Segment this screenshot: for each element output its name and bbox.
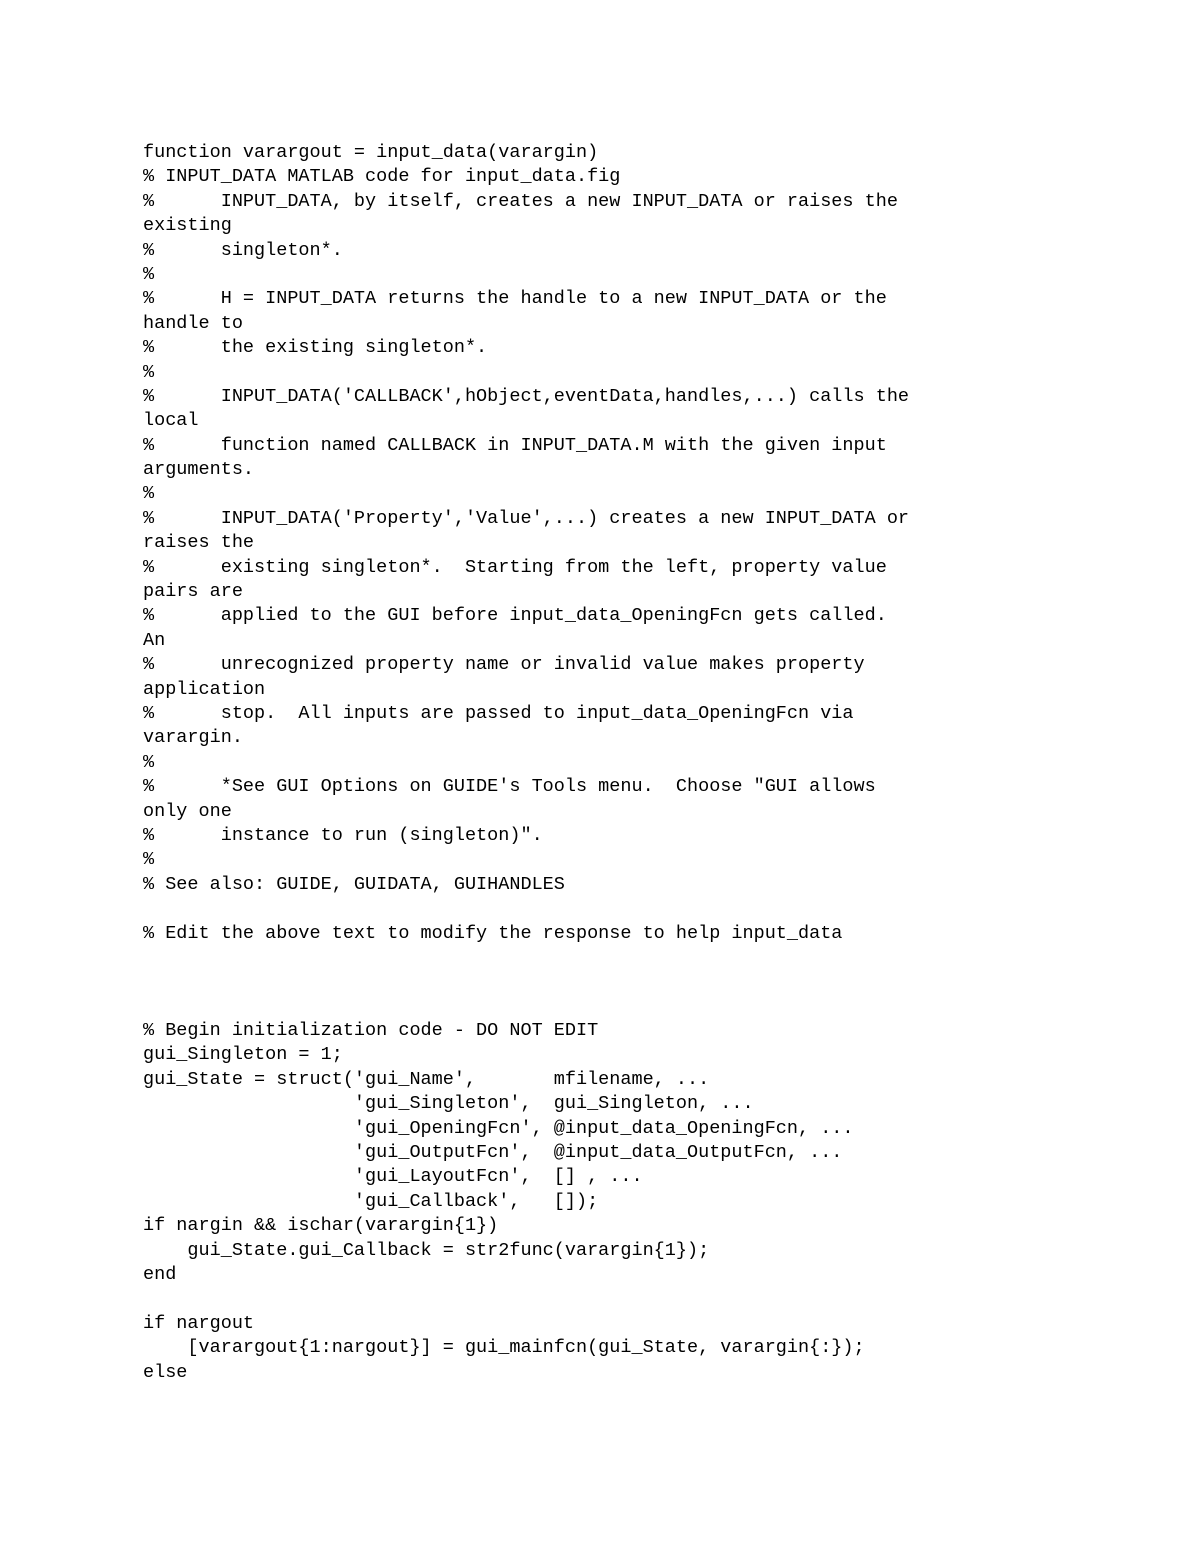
code-line: % existing singleton*. Starting from the left, property value [143,556,887,578]
code-line [143,1287,1153,1311]
code-line: % INPUT_DATA MATLAB code for input_data.fig [143,166,621,188]
code-line: [varargout{1:nargout}] = gui_mainfcn(gui_State, varargin{:}); [143,1337,865,1359]
code-line: % INPUT_DATA('CALLBACK',hObject,eventData,handles,...) calls the [143,385,910,407]
code-line: % [143,751,155,773]
code-line: gui_State = struct('gui_Name', mfilename, ... [143,1068,710,1090]
code-line: only one [143,800,232,822]
code-line: % H = INPUT_DATA returns the handle to a new INPUT_DATA or the [143,288,887,310]
code-line: % INPUT_DATA('Property','Value',...) creates a new INPUT_DATA or [143,507,910,529]
code-line [143,897,1153,921]
code-line: % singleton*. [143,239,343,261]
code-line: else [143,1361,188,1383]
code-line: end [143,1263,177,1285]
code-line: % Begin initialization code - DO NOT EDIT [143,1020,599,1042]
code-line: % the existing singleton*. [143,337,488,359]
code-line: % applied to the GUI before input_data_OpeningFcn gets called. [143,605,887,627]
code-line: % *See GUI Options on GUIDE's Tools menu. Choose "GUI allows [143,776,876,798]
code-line: 'gui_OutputFcn', @input_data_OutputFcn, ... [143,1142,843,1164]
code-line: function varargout = input_data(varargin) [143,142,599,163]
code-line: 'gui_Callback', []); [143,1190,599,1212]
code-line: % unrecognized property name or invalid value makes property [143,654,865,676]
code-line: An [143,629,166,651]
code-line: existing [143,215,232,237]
code-line: if nargout [143,1312,255,1334]
code-line: if nargin && ischar(varargin{1}) [143,1215,499,1237]
code-line: % [143,849,155,871]
code-line: 'gui_LayoutFcn', [] , ... [143,1166,643,1188]
code-block [143,141,1153,1385]
code-line: % [143,483,155,505]
code-line: pairs are [143,581,243,603]
code-line: % [143,361,155,383]
code-line: % See also: GUIDE, GUIDATA, GUIHANDLES [143,873,565,895]
code-line [143,970,1153,994]
code-line: 'gui_Singleton', gui_Singleton, ... [143,1093,754,1115]
code-line: % stop. All inputs are passed to input_data_OpeningFcn via [143,702,854,724]
code-line: local [143,410,199,432]
code-line: % Edit the above text to modify the response to help input_data [143,922,843,944]
code-line: gui_State.gui_Callback = str2func(varargin{1}); [143,1239,710,1261]
code-line: 'gui_OpeningFcn', @input_data_OpeningFcn, ... [143,1117,854,1139]
code-line: handle to [143,312,243,334]
code-line: varargin. [143,727,243,749]
code-line: arguments. [143,459,255,481]
code-line: % [143,263,155,285]
code-line [143,995,1153,1019]
code-line: % function named CALLBACK in INPUT_DATA.M with the given input [143,434,887,456]
code-line [143,946,1153,970]
code-line: application [143,678,266,700]
code-line: % INPUT_DATA, by itself, creates a new INPUT_DATA or raises the [143,190,898,212]
code-line: gui_Singleton = 1; [143,1044,343,1066]
code-line: % instance to run (singleton)". [143,824,543,846]
code-line: raises the [143,532,255,554]
